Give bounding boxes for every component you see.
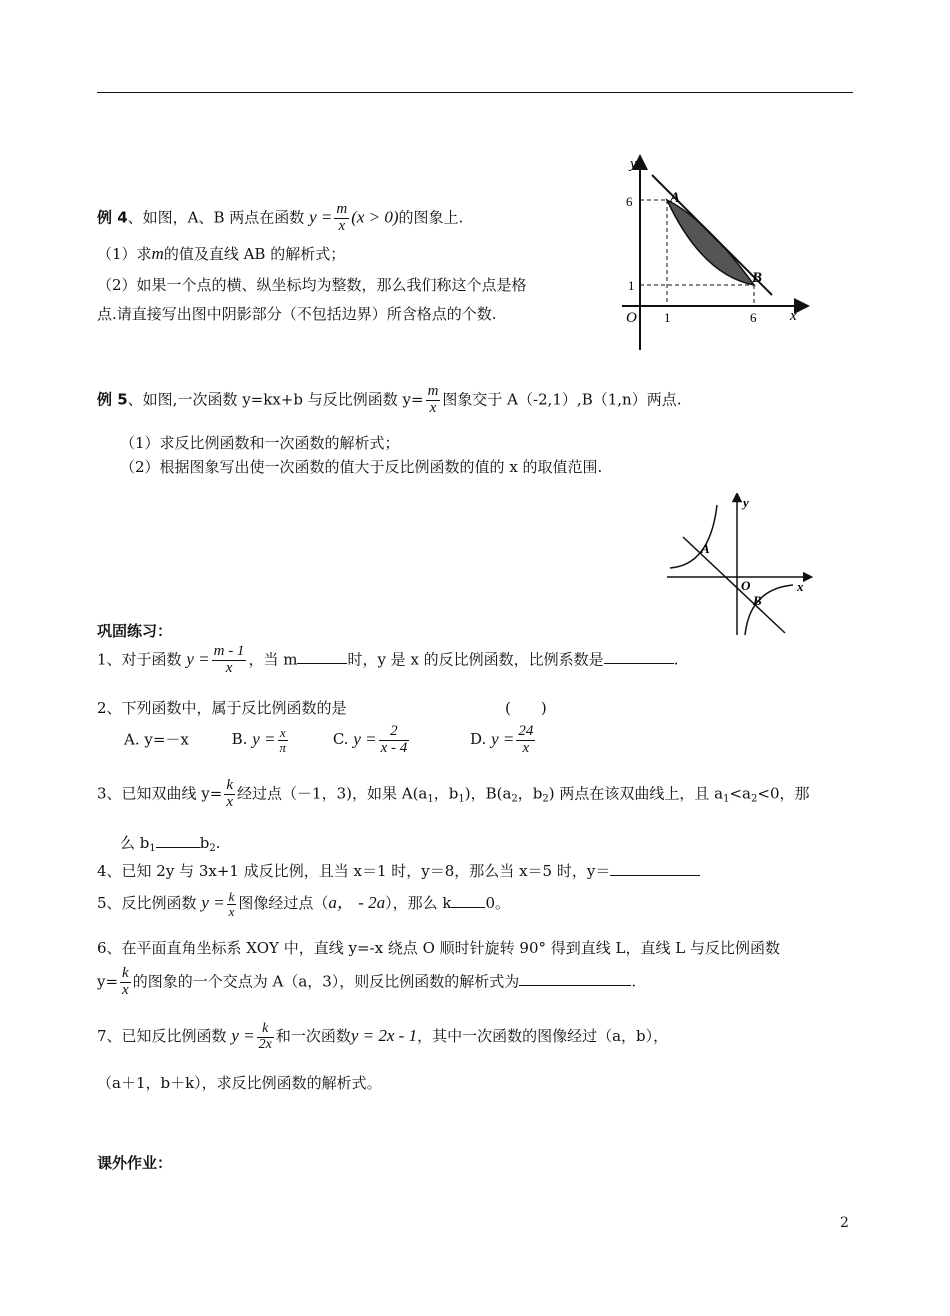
- answer-blank: [519, 971, 631, 986]
- practice-2-options: A. y=－x B. y = $\frac{x}{\pi}$ C. y = $\frac{2}{x - 4}$ D. y = $\frac{24}{x}$: [124, 723, 534, 756]
- practice-7: 7、已知反比例函数 y = $\frac{k}{2x}$ 和一次函数y = 2x - 1，其中一次函数的图像经过（a，b），: [97, 1021, 669, 1052]
- ex4-q2-line2: 点.请直接写出图中阴影部分（不包括边界）所含格点的个数.: [97, 305, 497, 323]
- svg-text:6: 6: [626, 194, 633, 209]
- ex4-fraction: $\frac{m}{x}$: [336, 201, 348, 234]
- svg-text:A: A: [701, 541, 710, 556]
- ex5-fraction: $\frac{m}{x}$: [427, 383, 439, 416]
- homework-title: 课外作业：: [97, 1154, 173, 1172]
- fig-label-o: O: [626, 310, 637, 326]
- svg-text:x: x: [797, 579, 804, 594]
- ex4-q2-line1: （2）如果一个点的横、纵坐标均为整数，那么我们称这个点是格: [97, 276, 527, 294]
- answer-blank: [156, 833, 200, 848]
- ex5-q2: （2）根据图象写出使一次函数的值大于反比例函数的值的 x 的取值范围.: [120, 458, 603, 476]
- practice-2: 2、下列函数中，属于反比例函数的是 ( ): [97, 699, 547, 717]
- practice-3: 3、已知双曲线 y= $\frac{k}{x}$ 经过点（－1，3)，如果 $A(a_1$，$b_1$)，$B(a_2$，$b_2$) 两点在该双曲线上，且 $a_1<a_2<0$，那: [97, 777, 810, 810]
- answer-blank: [451, 893, 485, 908]
- answer-blank: [610, 861, 700, 876]
- ex5-q1: （1）求反比例函数和一次函数的解析式；: [120, 434, 400, 452]
- svg-text:B: B: [753, 593, 762, 608]
- svg-text:6: 6: [750, 310, 757, 325]
- practice-5: 5、反比例函数 y = $\frac{k}{x}$ 图像经过点（a， - 2a），那么 k 0。: [97, 888, 510, 919]
- answer-blank: [604, 649, 674, 664]
- svg-text:1: 1: [628, 278, 635, 293]
- fig-label-x: x: [790, 308, 797, 324]
- svg-text:y: y: [743, 495, 749, 510]
- page-number: 2: [840, 1215, 849, 1231]
- ex4-q1: （1）求m的值及直线 AB 的解析式；: [97, 244, 346, 263]
- fig-label-y: y: [630, 156, 637, 172]
- fig-label-b: B: [752, 270, 763, 286]
- ex4-title: 例 4: [97, 208, 128, 227]
- practice-3-cont: 么 $b_1$ $b_2$.: [120, 834, 221, 854]
- svg-text:1: 1: [664, 310, 671, 325]
- practice-7-cont: （a＋1，b＋k），求反比例函数的解析式。: [97, 1074, 382, 1092]
- practice-title: 巩固练习：: [97, 622, 173, 640]
- practice-6-cont: y= $\frac{k}{x}$ 的图象的一个交点为 A（a，3），则反比例函数的解析式为 .: [97, 965, 637, 998]
- practice-4: 4、已知 2y 与 3x+1 成反比例，且当 x＝1 时，y＝8，那么当 x＝5 时，y＝: [97, 860, 700, 881]
- ex4-statement: 例 4、如图，A、B 两点在函数 y = $\frac{m}{x}$ (x > 0)的图象上.: [97, 201, 464, 234]
- fig-label-a: A: [670, 190, 681, 206]
- ex5-title: 例 5: [97, 390, 128, 409]
- answer-blank: [297, 649, 347, 664]
- svg-text:O: O: [741, 578, 751, 593]
- linear-function: [683, 537, 785, 633]
- ex5-figure: [665, 493, 815, 638]
- shaded-region: [667, 200, 754, 285]
- ex4-figure: [612, 150, 812, 350]
- header-rule: [97, 92, 853, 93]
- ex5-statement: 例 5、如图,一次函数 y=kx+b 与反比例函数 y= $\frac{m}{x}$ 图象交于 A（-2,1）,B（1,n）两点.: [97, 383, 682, 416]
- hyperbola-left: [670, 505, 717, 568]
- practice-6: 6、在平面直角坐标系 XOY 中，直线 y=-x 绕点 O 顺时针旋转 90° 得到直线 L，直线 L 与反比例函数: [97, 939, 780, 957]
- practice-1: 1、对于函数 y = $\frac{m - 1}{x}$ ，当 m 时，y 是 x 的反比例函数，比例系数是 .: [97, 643, 679, 676]
